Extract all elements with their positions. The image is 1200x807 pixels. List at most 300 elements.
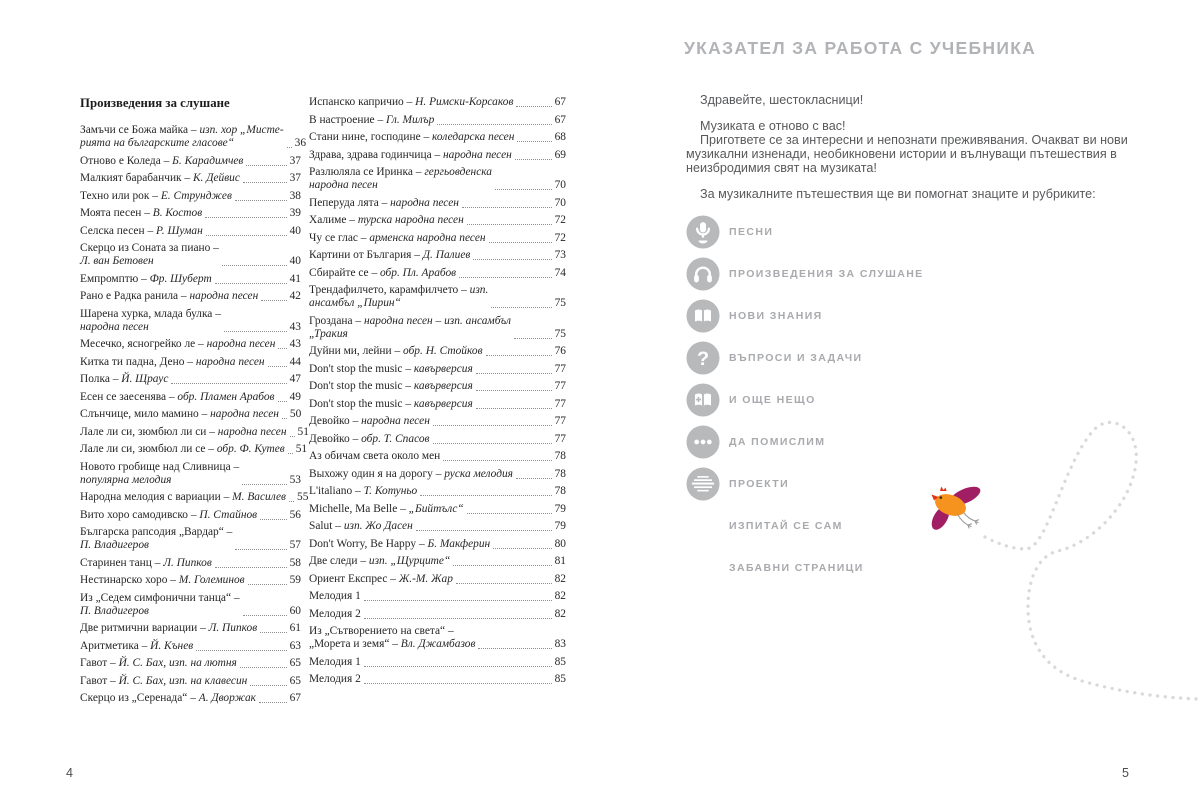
toc-entry (80, 290, 301, 303)
dash-separator: – (349, 432, 362, 445)
toc-entry-detail: популярна мелодия (80, 473, 172, 486)
toc-entry-detail: П. Владигеров (80, 539, 149, 551)
dash-separator: – (212, 307, 221, 320)
toc-entry-text (309, 166, 492, 192)
toc-entry-text (80, 443, 285, 456)
headphones-icon (686, 257, 720, 291)
dash-separator: – (357, 231, 370, 244)
toc-entry-title: Чу се глас (309, 231, 358, 244)
toc-entry-detail: народна песен (443, 148, 512, 161)
toc-entry-detail: В. Костов (152, 207, 203, 219)
dot-leader (495, 189, 552, 190)
toc-entry (80, 207, 301, 220)
toc-entry-detail: народна песен (361, 415, 430, 427)
rubric-item (686, 505, 924, 547)
dot-leader (242, 484, 286, 485)
dot-leader (278, 401, 287, 402)
dot-leader (516, 478, 552, 479)
toc-column-2 (309, 96, 566, 710)
dot-leader (259, 702, 287, 703)
toc-entries-2 (309, 96, 566, 691)
dot-leader (290, 436, 295, 437)
toc-entry-title: Техно или рок (80, 189, 150, 202)
toc-entry (309, 284, 566, 310)
dash-separator: – (160, 154, 173, 167)
toc-entry (309, 520, 566, 533)
toc-entry (309, 114, 566, 127)
toc-entry-detail: народна песен (80, 320, 149, 333)
dot-leader (478, 648, 551, 649)
dash-separator: – (332, 520, 344, 532)
dot-leader (171, 383, 286, 384)
toc-entry-detail: кавърверсия (413, 380, 473, 392)
toc-entry-detail: изп. Жо Дасен (343, 520, 413, 532)
toc-entry-title: Разлюляла се Иринка (309, 166, 413, 178)
page-ref: 82 (554, 590, 566, 602)
toc-entry-text (80, 242, 219, 268)
toc-entry (309, 232, 566, 245)
dash-separator: – (144, 224, 156, 237)
page-ref: 65 (289, 657, 301, 669)
toc-entry-detail: народна песен (195, 355, 265, 368)
toc-entry-title: Гавот (80, 657, 108, 669)
dot-leader (260, 632, 286, 633)
intro-text (686, 94, 1138, 202)
page-ref: 75 (554, 297, 566, 309)
toc-entry-title: Мелодия 1 (309, 590, 361, 602)
toc-entry-text (309, 485, 417, 498)
page-ref: 41 (289, 272, 301, 285)
dot-leader (278, 348, 286, 349)
rubric-item (686, 211, 924, 253)
dot-leader (261, 300, 286, 301)
dot-leader (288, 453, 293, 454)
toc-entry-title: Емпромптю (80, 272, 139, 285)
toc-entry (80, 443, 308, 456)
toc-entry-title: Выхожу один я на дорогу (309, 467, 433, 480)
dash-separator: – (403, 96, 416, 108)
toc-entry-text (309, 315, 511, 341)
rubric-label: ВЪПРОСИ И ЗАДАЧИ (729, 352, 863, 364)
dash-separator: – (402, 362, 414, 375)
toc-entry-text (80, 290, 258, 303)
toc-entry-title: Скерцо из Соната за пиано (80, 242, 211, 254)
toc-entry-text (80, 592, 240, 618)
page-ref: 65 (289, 674, 301, 687)
page-ref: 47 (289, 373, 301, 385)
dot-leader (196, 650, 286, 651)
rubric-item (686, 421, 924, 463)
dot-leader (215, 567, 287, 568)
page-ref: 78 (554, 450, 566, 462)
bird-eye (940, 496, 943, 499)
intro-note: За музикалните пътешествия ще ви помогнат знаците и рубриките: (700, 186, 1096, 201)
question-mark-icon (686, 341, 720, 375)
toc-entry-text (80, 124, 284, 150)
toc-entry (80, 526, 301, 552)
page-ref: 40 (289, 224, 301, 237)
toc-entry-detail: обр. Пламен Арабов (177, 390, 275, 403)
toc-entry (309, 656, 566, 669)
toc-entry-detail: П. Стайнов (199, 508, 258, 521)
toc-entry (80, 692, 301, 705)
dash-separator: – (357, 555, 369, 567)
toc-entry (309, 166, 566, 192)
page-ref: 43 (289, 338, 301, 350)
toc-entry-detail: обр. Н. Стойков (403, 345, 483, 357)
dash-separator: – (346, 214, 358, 226)
page-number-left: 4 (66, 766, 73, 780)
page-ref: 38 (289, 189, 301, 202)
toc-entry (309, 398, 566, 411)
page-ref: 63 (289, 639, 301, 652)
toc-entry-text (309, 673, 361, 686)
dash-separator: – (210, 242, 219, 254)
toc-entry-title: Аритметика (80, 639, 139, 652)
bird-upper-wing (947, 485, 983, 509)
toc-entry-text (309, 433, 430, 446)
dot-leader (467, 224, 552, 225)
dash-separator: – (432, 467, 445, 480)
toc-entry-title: Нестинарско хоро (80, 574, 168, 586)
dash-separator: – (387, 572, 399, 585)
page-ref: 79 (554, 520, 566, 532)
dot-leader (433, 425, 552, 426)
toc-entry-text (80, 557, 212, 570)
dot-leader (467, 513, 552, 514)
toc-entry-text (309, 608, 361, 621)
toc-entry (80, 308, 301, 334)
toc-entry (80, 242, 301, 268)
dot-leader (224, 331, 287, 332)
toc-entry-title: Българска рапсодия „Вардар“ (80, 526, 224, 538)
toc-entry-title: Моята песен (80, 207, 142, 219)
toc-entry (80, 640, 301, 653)
page-ref: 37 (289, 172, 301, 184)
dash-separator: – (220, 491, 233, 503)
toc-entry-detail: Т. Котуньо (363, 485, 418, 497)
page-ref: 51 (297, 425, 309, 438)
dot-leader (489, 242, 552, 243)
toc-entry-text (309, 363, 473, 376)
toc-entry (309, 573, 566, 586)
page-ref: 42 (289, 290, 301, 302)
page-ref: 44 (289, 355, 301, 368)
toc-entry (309, 131, 566, 144)
left-page (80, 96, 566, 710)
dot-leader (246, 165, 286, 166)
toc-entry (309, 503, 566, 516)
toc-entry-title: Слънчице, мило мамино (80, 408, 199, 420)
page-ref: 57 (289, 539, 301, 551)
toc-entry-text (80, 172, 240, 185)
toc-entry-text (309, 590, 361, 603)
dot-leader (235, 200, 287, 201)
toc-entry-title: Замъчи се Божа майка (80, 124, 189, 136)
toc-entry-title: Из „Сътворението на света“ – „Морета и земя“ (309, 625, 454, 650)
toc-entry-detail: Вл. Джамбазов (400, 638, 476, 650)
dash-separator: – (197, 622, 209, 634)
toc-entry-text (309, 232, 486, 245)
toc-entry-text (309, 267, 456, 280)
page-ref: 37 (289, 154, 301, 167)
toc-entry-text (80, 373, 168, 386)
toc-entry-detail: кавърверсия (413, 362, 473, 375)
toc-entry-title: Из „Седем симфонични танца“ (80, 591, 232, 604)
dot-leader (364, 683, 552, 684)
icon-spacer (686, 509, 720, 543)
page-ref: 40 (289, 255, 301, 267)
dash-separator: – (412, 166, 425, 178)
toc-entry (309, 415, 566, 428)
toc-entry-text (309, 468, 513, 481)
dot-leader (364, 666, 552, 667)
rubric-item (686, 547, 924, 589)
toc-entry-text (309, 114, 434, 127)
toc-entry-text (309, 656, 361, 669)
dot-leader (268, 366, 287, 367)
toc-entry-title: Селска песен (80, 224, 145, 237)
index-title: УКАЗАТЕЛ ЗА РАБОТА С УЧЕБНИКА (684, 38, 1037, 58)
page-ref: 70 (554, 196, 566, 209)
dash-separator: – (149, 189, 161, 202)
icon-spacer (686, 551, 720, 585)
page-ref: 55 (297, 491, 309, 503)
dash-separator: – (391, 345, 404, 357)
toc-entry-title: Здрава, здрава годинчица (309, 148, 432, 161)
dash-separator: – (402, 380, 414, 392)
toc-entry-text (309, 214, 464, 227)
toc-entry-text (80, 391, 275, 404)
rubric-item (686, 253, 924, 295)
dash-separator: – (389, 638, 401, 650)
dash-separator: – (195, 338, 207, 350)
toc-entry-detail: Б. Макферин (427, 537, 491, 550)
toc-entry-title: Рано е Радка ранила (80, 290, 179, 302)
toc-entry-text (309, 345, 483, 358)
dot-leader (486, 355, 552, 356)
dash-separator: – (188, 124, 200, 136)
open-book-icon (686, 299, 720, 333)
toc-entry (80, 225, 301, 238)
dotted-flight-path (880, 390, 1200, 710)
toc-entry-detail: обр. Пл. Арабов (380, 266, 457, 279)
toc-entry-title: Старинен танц (80, 556, 152, 569)
toc-entry-text (309, 520, 413, 533)
toc-entry-text (80, 675, 247, 688)
toc-entry-text (309, 380, 473, 393)
toc-entry-detail: изп. ансамбъл „Пирин“ (309, 284, 489, 309)
page-ref: 50 (289, 408, 302, 420)
toc-entry-title: Don't stop the music (309, 380, 403, 392)
toc-entry (309, 363, 566, 376)
toc-entry-text (309, 284, 488, 310)
dot-leader (243, 615, 287, 616)
toc-entry-detail: Л. ван Бетовен (80, 255, 154, 267)
toc-entry (80, 124, 307, 150)
toc-entry-detail: Б. Карадимчев (172, 154, 244, 167)
dash-separator: – (420, 131, 433, 143)
dash-separator: – (107, 674, 119, 687)
toc-entry-text (80, 426, 287, 439)
page-ref: 69 (554, 148, 566, 161)
dot-leader (443, 460, 551, 461)
toc-entry-text (309, 249, 470, 262)
dash-separator: – (138, 272, 150, 285)
toc-entry-title: Новото гробище над Сливница (80, 460, 231, 473)
dash-separator: – (431, 148, 444, 161)
toc-entry (80, 273, 301, 286)
toc-entry-detail: П. Владигеров (80, 604, 149, 617)
toc-entry-detail: народна песен – изп. ансамбъл „Тракия (309, 314, 512, 340)
toc-entry (309, 315, 566, 341)
rubric-label: ДА ПОМИСЛИМ (729, 436, 826, 448)
dot-leader (476, 408, 552, 409)
toc-entry (309, 197, 566, 210)
toc-entry (309, 96, 566, 109)
toc-entry-text (309, 415, 430, 428)
page-ref: 85 (554, 673, 566, 685)
toc-entry (80, 574, 301, 587)
toc-entry-title: Гроздана (309, 314, 353, 327)
dot-leader (459, 277, 551, 278)
dash-separator: – (141, 207, 153, 219)
toc-entry-title: Месечко, ясногрейко ле (80, 338, 196, 350)
dash-separator: – (349, 415, 362, 427)
toc-entry-title: Испанско капричио (309, 96, 404, 108)
rubric-label: ПРОЕКТИ (729, 478, 790, 490)
toc-entry (80, 155, 301, 168)
bird-lower-wing (928, 503, 953, 532)
toc-entry-text (309, 450, 440, 463)
toc-entry (80, 509, 301, 522)
toc-entry-text (80, 622, 257, 635)
toc-entry-detail: Й. С. Бах, изп. на клавесин (118, 674, 248, 687)
toc-entry-detail: коледарска песен (432, 131, 515, 143)
dash-separator: – (107, 657, 119, 669)
page-ref: 70 (554, 179, 566, 191)
dash-separator: – (205, 443, 217, 455)
toc-entry-title: Мелодия 2 (309, 673, 361, 685)
page-ref: 77 (554, 432, 566, 445)
toc-entry (80, 491, 309, 504)
toc-column-1 (80, 96, 309, 710)
toc-entry (80, 391, 301, 404)
toc-entry-title: Халиме (309, 214, 347, 226)
page-ref: 72 (554, 214, 566, 226)
layered-globe-icon (686, 467, 720, 501)
page-ref: 76 (554, 345, 566, 357)
toc-entry-title: L'italiano (309, 485, 353, 497)
toc-heading: Произведения за слушане (80, 96, 230, 110)
bird-legs (958, 513, 979, 528)
dot-leader (437, 124, 551, 125)
toc-entry-title: Дуйни ми, лейни (309, 345, 392, 357)
dash-separator: – (231, 591, 240, 604)
toc-entry-text (80, 692, 256, 705)
page-ref: 73 (554, 249, 566, 261)
toc-entry-title: Michelle, Ma Belle (309, 502, 398, 515)
dash-separator: – (458, 284, 470, 296)
toc-entry-title: В настроение (309, 113, 375, 126)
dot-leader (476, 390, 552, 391)
rubric-label: ПЕСНИ (729, 226, 774, 238)
toc-entry-detail: обр. Т. Спасов (361, 432, 430, 445)
toc-entry (80, 622, 301, 635)
toc-entry-text (80, 308, 221, 334)
svg-text:?: ? (696, 348, 710, 371)
toc-entry-text (309, 197, 459, 210)
toc-entry-title: Картини от България (309, 249, 412, 261)
dot-leader (289, 501, 294, 502)
toc-entry (80, 408, 301, 421)
toc-entry-title: Девойко (309, 432, 350, 445)
dash-separator: – (374, 113, 386, 126)
dot-leader (215, 283, 287, 284)
dash-separator: – (187, 692, 199, 704)
dash-separator: – (402, 397, 414, 410)
dot-leader (282, 418, 287, 419)
toc-entry (309, 433, 566, 446)
dash-separator: – (416, 537, 428, 550)
toc-entry-text (80, 526, 232, 552)
page-ref: 53 (289, 473, 301, 486)
page-ref: 67 (554, 113, 566, 126)
toc-entry (309, 608, 566, 621)
bird-illustration (928, 485, 986, 537)
toc-entry-text (80, 225, 203, 238)
page-ref: 49 (289, 390, 301, 403)
dash-separator: – (230, 460, 240, 473)
page-ref: 78 (554, 485, 566, 497)
toc-entry-text (80, 356, 265, 369)
toc-entry-text (80, 574, 245, 587)
toc-entry (309, 485, 566, 498)
toc-entry-detail: Й. Кънев (150, 639, 194, 652)
page-ref: 39 (289, 207, 301, 219)
page-ref: 72 (554, 231, 566, 244)
toc-entry-text (80, 155, 243, 168)
toc-entry (309, 538, 566, 551)
toc-entry (309, 468, 566, 481)
toc-entry-text (309, 398, 473, 411)
toc-entry-title: Salut (309, 520, 333, 532)
toc-entry-detail: народна песен (217, 425, 287, 438)
toc-entry-title: Аз обичам света около мен (309, 450, 441, 462)
dot-leader (456, 583, 552, 584)
toc-entry-title: Мелодия 1 (309, 655, 361, 668)
page-ref: 36 (294, 137, 307, 149)
dot-leader (206, 235, 287, 236)
toc-entry-title: Сбирайте се (309, 266, 369, 279)
toc-entry-detail: М. Големинов (178, 574, 245, 586)
dot-leader (515, 159, 552, 160)
toc-entry-detail: обр. Ф. Кутев (216, 443, 285, 455)
toc-entry-text (80, 461, 239, 487)
dash-separator: – (181, 172, 193, 184)
dash-separator: – (184, 355, 196, 368)
dash-separator: – (188, 508, 200, 521)
toc-entry-title: Don't stop the music (309, 397, 403, 410)
rubric-item (686, 379, 924, 421)
dash-separator: – (198, 408, 211, 420)
toc-entry-detail: Й. С. Бах, изп. на лютня (118, 657, 237, 669)
dot-leader (364, 618, 552, 619)
page-ref: 85 (554, 655, 566, 668)
dot-leader (517, 141, 551, 142)
page-ref: 82 (554, 607, 566, 620)
toc-entry (80, 675, 301, 688)
